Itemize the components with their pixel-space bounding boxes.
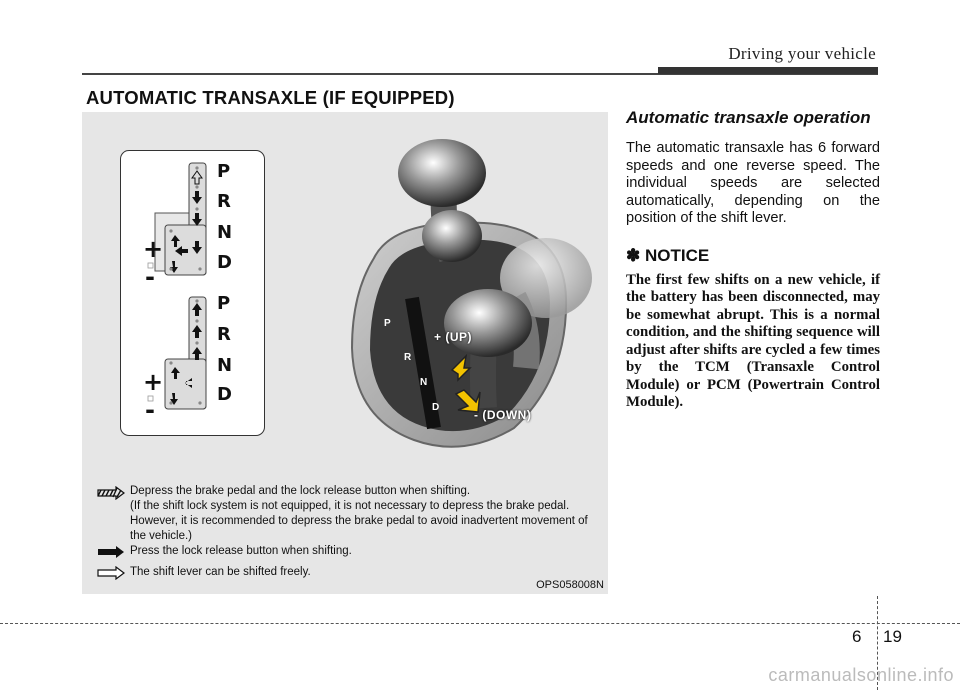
notice-body: The first few shifts on a new vehicle, if the battery has been disconnected, may be somewhat abrupt. This is a normal condition, and the shifting sequence will adjust after shifts are cycled a few times by the TCM (Transaxle Control Module) or PCM (Powertrain Control Module). bbox=[626, 271, 880, 410]
right-column bbox=[626, 108, 880, 412]
legend-text: Depress the brake pedal and the lock release button when shifting. (If the shift lock system is not equipped, it is not necessary to depress the brake pedal. However, it is recommended to depress the brake pedal to avoid inadvertent movement of the vehicle.) bbox=[130, 485, 588, 542]
shift-lever-illustration bbox=[334, 128, 604, 458]
outline-arrow-icon bbox=[96, 566, 126, 580]
gate-label-d: D bbox=[217, 252, 232, 273]
console-label-n: N bbox=[420, 377, 428, 388]
footer-rule bbox=[0, 623, 960, 624]
figure-code: OPS058008N bbox=[536, 579, 604, 591]
gate-label-r: R bbox=[217, 191, 231, 212]
gate-label-p: P bbox=[217, 161, 231, 182]
legend-text: Press the lock release button when shifting. bbox=[130, 545, 352, 557]
console-label-r: R bbox=[404, 352, 412, 363]
up-label: + (UP) bbox=[434, 330, 473, 344]
hatched-arrow-icon bbox=[96, 486, 126, 500]
notice-title: ✽ NOTICE bbox=[626, 245, 710, 265]
gate-label-d: D bbox=[217, 384, 232, 405]
minus-label: - bbox=[145, 396, 155, 424]
plus-label: + bbox=[143, 235, 164, 263]
operation-body: The automatic transaxle has 6 forward speeds and one reverse speed. The individual speeds are selected automatically, depending on the position of the shift lever. bbox=[626, 140, 880, 226]
shift-lever-figure bbox=[82, 112, 608, 594]
solid-arrow-icon bbox=[96, 545, 126, 559]
minus-label: - bbox=[145, 263, 155, 291]
section-title: AUTOMATIC TRANSAXLE (IF EQUIPPED) bbox=[86, 87, 455, 108]
chapter-title: Driving your vehicle bbox=[728, 44, 876, 63]
legend-text: The shift lever can be shifted freely. bbox=[130, 566, 311, 578]
console-label-d: D bbox=[432, 402, 440, 413]
chapter-number: 6 bbox=[852, 627, 862, 646]
page-number: 19 bbox=[883, 627, 902, 646]
operation-title: Automatic transaxle operation bbox=[626, 108, 871, 127]
header-rule-accent bbox=[658, 67, 878, 74]
gate-label-r: R bbox=[217, 324, 231, 345]
shift-gate-panel bbox=[120, 150, 265, 436]
watermark: carmanualsonline.info bbox=[768, 665, 954, 685]
console-label-p: P bbox=[384, 318, 391, 329]
gate-label-n: N bbox=[217, 222, 233, 243]
down-label: - (DOWN) bbox=[474, 408, 532, 422]
gate-label-n: N bbox=[217, 355, 233, 376]
plus-label: + bbox=[143, 368, 164, 396]
gate-label-p: P bbox=[217, 293, 231, 314]
